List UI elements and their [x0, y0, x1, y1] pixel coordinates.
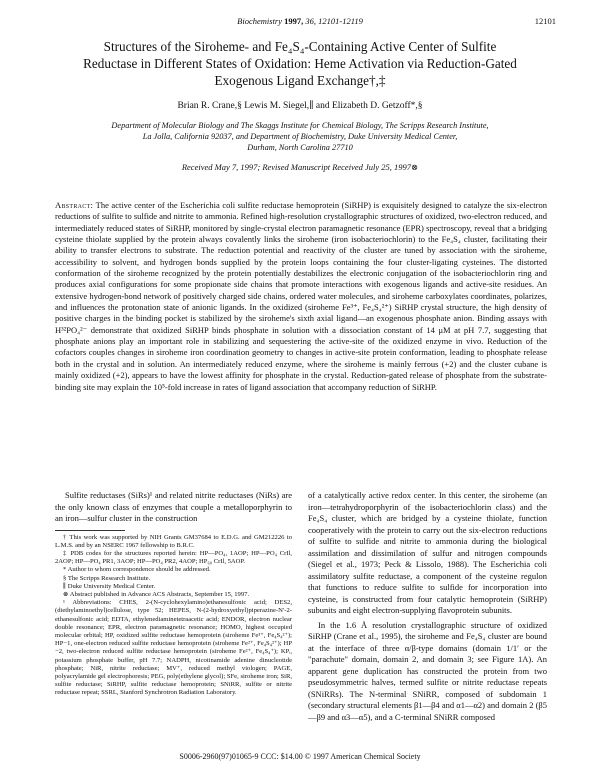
- footnote-pdb-codes: ‡ PDB codes for the structures reported herein: HP—PO₄, 1AOP; HP—PO₄ CrIl, 2AOP; HP—PO₄ PR1, 3AOP; HP—PO₄ PR2, 4AOP; HP₆₀ CrIl, 5AOP.: [55, 549, 292, 566]
- footnote-abbreviations: ¹ Abbreviations: CHES, 2-(N-cyclohexylamino)ethanesulfonic acid; DES2, (diethylaminoethyl)cellulose, type 52; HEPES, N-(2-hydroxyethyl)piperazine-N′-2-ethanesulfonic acid; EDTA, ethylenediaminetetraacetic acid; ENDOR, electron nuclear double resonance; EPR, electron paramagnetic resonance; HOMO, highest occupied molecular orbital; HP, oxidized sulfite reductase hemoprotein (siroheme Fe³⁺, Fe₄S₄²⁺); HP−1, one-electron reduced sulfite reductase hemoprotein (siroheme Fe²⁺, Fe₄S₄²⁺); HP −2, two-electron reduced sulfite reductase hemoprotein (siroheme Fe²⁺, Fe₄S₄⁺); KPᵢ, potassium phosphate buffer, pH 7.7; NADPH, nicotinamide adenine dinucleotide phosphate; NiR, nitrite reductase; MV⁺, reduced methyl viologen; PAGE, polyacrylamide gel electrophoresis; PEG, poly(ethylene glycol); SFe, siroheme iron; SiR, sulfite reductase; SiRHP, sulfite reductase hemoprotein; SNiRR, sulfite or nitrite reductase repeat; SSRL, Stanford Synchrotron Radiation Laboratory.: [55, 599, 292, 697]
- article-title: [44, 38, 556, 89]
- body-paragraph-2: In the 1.6 Å resolution crystallographic structure of oxidized SiRHP (Crane et al., 1995), the siroheme and Fe₄S₄ cluster are bound at the interface of three α/β-type domains (domain 1/1′ or the "parachute" domain, domain 2, and domain 3; see Figure 1A). An apparent gene duplication has constructed the protein from two pseudosymmetric halves, termed sulfite or nitrite reductase repeats (SNiRRs). The N-terminal SNiRR, composed of subdomain 1 (secondary structural elements β1—β4 and α1—α2) and domain 2 (β5—β9 and α3—α5), and a C-terminal SNiRR composed: [308, 619, 547, 722]
- page-footer: S0006-2960(97)01065-9 CCC: $14.00 © 1997 American Chemical Society: [179, 752, 421, 761]
- footnotes: [55, 534, 292, 698]
- affiliation-line-1: Department of Molecular Biology and The Skaggs Institute for Chemical Biology, The Scripps Research Institute,: [111, 121, 489, 130]
- footnote-advance-abstract: ⊗ Abstract published in Advance ACS Abstracts, September 15, 1997.: [63, 590, 250, 598]
- intro-paragraph: Sulfite reductases (SiRs)¹ and related nitrite reductases (NiRs) are the only known class of enzymes that couple a metalloporphyrin to an iron—sulfur cluster in the construction: [55, 490, 292, 523]
- footnote-correspondence: * Author to whom correspondence should be addressed.: [63, 566, 211, 574]
- journal-volume: 36,: [305, 16, 317, 26]
- received-dates: Received May 7, 1997; Revised Manuscript Received July 25, 1997⊗: [181, 162, 419, 172]
- affiliation-line-3: Durham, North Carolina 27710: [247, 143, 353, 152]
- left-column: [55, 490, 292, 698]
- journal-name: Biochemistry: [237, 16, 283, 26]
- title-line-2: Reductase in Different States of Oxidation: Heme Activation via Reduction-Gated: [83, 56, 517, 71]
- title-line-3: Exogenous Ligand Exchange†,‡: [214, 73, 386, 88]
- journal-pages: 12101-12119: [318, 16, 363, 26]
- footnote-divider: [55, 530, 125, 531]
- affiliations: [60, 120, 540, 153]
- abstract: [55, 200, 547, 393]
- body-paragraph-1: of a catalytically active redox center. In this center, the siroheme (an iron—tetrahydroporphyrin of the isobacteriochlorin class) and the Fe₄S₄ cluster, which are bridged by a cysteine thiolate, function cooperatively with the protein to carry out the six-electron reductions of sulfite to sulfide and nitrite to ammonia during the biological assimilation and dissimilation of sulfur and nitrogen compounds (Siegel et al., 1973; Peck & Lissolo, 1988). The Escherichia coli assimilatory sulfite reductase, a component of the cysteine regulon that functions to reduce sulfite to sulfide for incorporation into cysteine, is constructed from four catalytic hemoprotein (SiRHP) subunits and eight electron-supplying flavoprotein subunits.: [308, 490, 547, 615]
- abstract-text: The active center of the Escherichia coli sulfite reductase hemoprotein (SiRHP) is exquisitely designed to catalyze the six-electron reductions of sulfite to sulfide and nitrite to ammonia. Refined high-resolution crystallographic structures of oxidized, two-electron reduced, and intermediately reduced states of SiRHP, monitored by single-crystal electron paramagnetic resonance (EPR) spectroscopy, reveal that a bridging cysteine thiolate supplied by the protein always covalently links the siroheme (iron isobacteriochlorin) to the Fe₄S₄ cluster, facilitating their ability to transfer electrons to substrate. The reduction potential and reactivity of the cluster are tuned by association with the siroheme, accessibility to solvent, and hydrogen bonds supplied by the protein loops containing the four cluster-ligating cysteines. The distorted conformation of the siroheme recognized by the protein potentially destabilizes the electronic conjugation of the isobacteriochlorin ring and produces axial configurations for some propionate side chains that promote interactions with exogenous ligands and active-site residues. An extensive hydrogen-bond network of positively charged side chains, ordered water molecules, and siroheme carboxylates coordinates, polarizes, and influences the protonation state of anionic ligands. In the oxidized (siroheme Fe³⁺, Fe₄S₄²⁺) SiRHP crystal structure, the high density of positive charges in the binding pocket is stabilized by the siroheme's sixth axial ligand—an exogenous phosphate anion. Binding assays with H³²PO₄²⁻ demonstrate that oxidized SiRHP binds phosphate in solution with a dissociation constant of 14 μM at pH 7.7, suggesting that phosphate anions play an important role in stabilizing and sequestering the active-site of the oxidized enzyme in vivo. Reduction of the cofactors couples changes in siroheme iron coordination geometry to changes in active-site protein conformation, leading to phosphate release both in the crystal and in solution. An intermediately reduced enzyme, where the siroheme is mainly ferrous (+2) and the cluster cubane is mainly oxidized (+2), appears to have the lowest affinity for phosphate in the crystal. Reduction-gated release of phosphate from the substrate-binding site may explain the 10⁵-fold increase in rates of ligand association that accompany reduction of SiRHP.: [55, 200, 548, 392]
- footnote-duke: ∥ Duke University Medical Center.: [63, 582, 156, 590]
- author-list: Brian R. Crane,§ Lewis M. Siegel,∥ and Elizabeth D. Getzoff*,§: [177, 101, 423, 111]
- journal-citation: [0, 16, 600, 26]
- title-line-1: Structures of the Siroheme- and Fe₄S₄-Containing Active Center of Sulfite: [103, 39, 497, 54]
- affiliation-line-2: La Jolla, California 92037, and Department of Biochemistry, Duke University Medical Center,: [142, 132, 458, 141]
- running-header: [0, 16, 600, 30]
- footnote-funding: † This work was supported by NIH Grants GM37684 to E.D.G. and GM212226 to L.M.S. and by an NSERC 1967 fellowship to B.R.C.: [55, 533, 292, 549]
- footnote-scripps: § The Scripps Research Institute.: [63, 574, 151, 582]
- abstract-label: Abstract:: [55, 200, 94, 210]
- page-number: 12101: [534, 16, 556, 26]
- journal-year: 1997,: [284, 16, 304, 26]
- right-column: [308, 490, 547, 726]
